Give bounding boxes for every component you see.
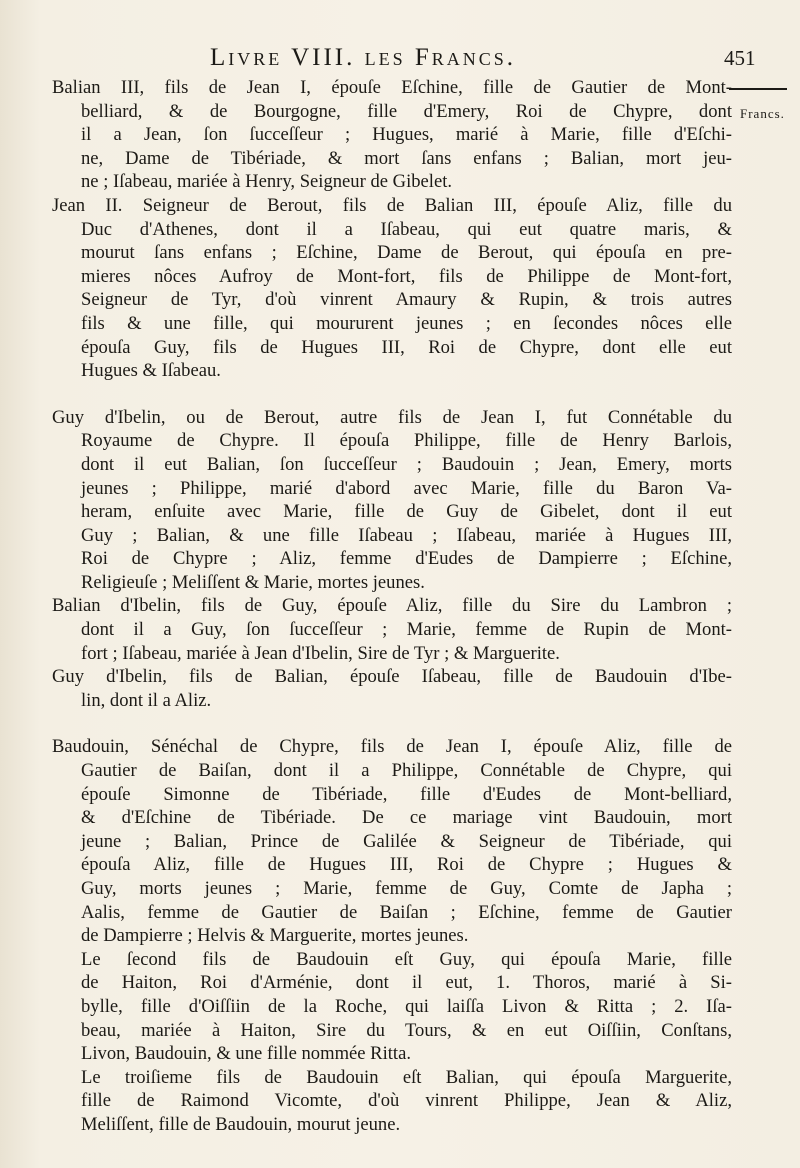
- text-line: jeune ; Balian, Prince de Galilée & Seigneur de Tibériade, qui: [81, 830, 732, 852]
- text-line: Religieuſe ; Meliſſent & Marie, mortes jeunes.: [81, 571, 425, 593]
- text-line: ne, Dame de Tibériade, & mort ſans enfans ; Balian, mort jeu-: [81, 147, 732, 169]
- text-line: lin, dont il a Aliz.: [81, 689, 212, 711]
- text-line: fille de Raimond Vicomte, d'où vinrent Philippe, Jean & Aliz,: [81, 1090, 732, 1112]
- text-line: Hugues & Iſabeau.: [81, 360, 221, 382]
- entry-third-son: [52, 1066, 732, 1137]
- text-line: Livon, Baudouin, & une fille nommée Ritta.: [81, 1043, 411, 1065]
- text-line: bylle, fille d'Oiſſiin de la Roche, qui laiſſa Livon & Ritta ; 2. Iſa-: [81, 995, 732, 1017]
- text-line: & d'Eſchine de Tibériade. De ce mariage vint Baudouin, mort: [81, 807, 732, 829]
- entry-balian-iii: [52, 76, 732, 194]
- entry-guy-d-ibelin: [52, 406, 732, 595]
- text-line: heram, enſuite avec Marie, fille de Guy de Gibelet, dont il eut: [81, 501, 732, 523]
- entry-jean-ii: [52, 194, 732, 383]
- text-line: fort ; Iſabeau, mariée à Jean d'Ibelin, Sire de Tyr ; & Marguerite.: [81, 642, 560, 664]
- text-line: dont il eut Balian, ſon ſucceſſeur ; Baudouin ; Jean, Emery, morts: [81, 453, 732, 475]
- body-text: [52, 76, 732, 1137]
- text-line: de Haiton, Roi d'Arménie, dont il eut, 1. Thoros, marié à Si-: [81, 972, 732, 994]
- text-line: Guy d'Ibelin, fils de Balian, épouſe Iſabeau, fille de Baudouin d'Ibe-: [52, 666, 732, 688]
- running-title: Livre VIII. les Francs.: [210, 44, 517, 71]
- entry-baudouin: [52, 735, 732, 947]
- entry-balian-d-ibelin: [52, 594, 732, 665]
- text-line: fils & une fille, qui moururent jeunes ; en ſecondes nôces elle: [81, 312, 732, 334]
- entry-second-son: [52, 948, 732, 1066]
- margin-note: Francs.: [740, 106, 785, 121]
- page-number: 451: [724, 46, 756, 70]
- text-line: Duc d'Athenes, dont il a Iſabeau, qui eut quatre maris, &: [81, 218, 732, 240]
- text-line: Seigneur de Tyr, d'où vinrent Amaury & Rupin, & trois autres: [81, 289, 732, 311]
- text-line: mieres nôces Aufroy de Mont-fort, fils de Philippe de Mont-fort,: [81, 265, 732, 287]
- text-line: ne ; Iſabeau, mariée à Henry, Seigneur de Gibelet.: [81, 171, 453, 193]
- text-line: Balian d'Ibelin, fils de Guy, épouſe Aliz, fille du Sire du Lambron ;: [52, 595, 732, 617]
- text-line: Jean II. Seigneur de Berout, fils de Balian III, épouſe Aliz, fille du: [52, 194, 732, 216]
- text-line: Le ſecond fils de Baudouin eſt Guy, qui épouſa Marie, fille: [81, 948, 732, 970]
- text-line: il a Jean, ſon ſucceſſeur ; Hugues, marié à Marie, fille d'Eſchi-: [81, 124, 732, 146]
- margin-rule: [729, 88, 787, 90]
- text-line: épouſa Guy, fils de Hugues III, Roi de Chypre, dont elle eut: [81, 336, 732, 358]
- text-line: Aalis, femme de Gautier de Baiſan ; Eſchine, femme de Gautier: [81, 901, 732, 923]
- text-line: Baudouin, Sénéchal de Chypre, fils de Jean I, épouſe Aliz, fille de: [52, 736, 732, 758]
- text-line: épouſe Simonne de Tibériade, fille d'Eudes de Mont-belliard,: [81, 783, 732, 805]
- text-line: dont il a Guy, ſon ſucceſſeur ; Marie, femme de Rupin de Mont-: [81, 619, 732, 641]
- text-line: Royaume de Chypre. Il épouſa Philippe, fille de Henry Barlois,: [81, 430, 732, 452]
- text-line: belliard, & de Bourgogne, fille d'Emery, Roi de Chypre, dont: [81, 100, 732, 122]
- text-line: Roi de Chypre ; Aliz, femme d'Eudes de Dampierre ; Eſchine,: [81, 548, 732, 570]
- paragraph-gap: [52, 712, 732, 735]
- text-line: épouſa Aliz, fille de Hugues III, Roi de Chypre ; Hugues &: [81, 854, 732, 876]
- entry-guy-d-ibelin-2: [52, 665, 732, 712]
- text-line: Balian III, fils de Jean I, épouſe Eſchine, fille de Gautier de Mont-: [52, 77, 732, 98]
- text-line: Le troiſieme fils de Baudouin eſt Balian, qui épouſa Marguerite,: [81, 1066, 732, 1088]
- running-header: [0, 44, 800, 74]
- text-line: beau, mariée à Haiton, Sire du Tours, & en eut Oiſſiin, Conſtans,: [81, 1019, 732, 1041]
- text-line: jeunes ; Philippe, marié d'abord avec Marie, fille du Baron Va-: [81, 477, 732, 499]
- paragraph-gap: [52, 383, 732, 406]
- text-line: Guy d'Ibelin, ou de Berout, autre fils de Jean I, fut Connétable du: [52, 406, 732, 428]
- text-line: Guy, morts jeunes ; Marie, femme de Guy, Comte de Japha ;: [81, 878, 732, 899]
- text-line: Guy ; Balian, & une fille Iſabeau ; Iſabeau, mariée à Hugues III,: [81, 524, 732, 546]
- text-line: Meliſſent, fille de Baudouin, mourut jeune.: [81, 1113, 401, 1135]
- text-line: de Dampierre ; Helvis & Marguerite, mortes jeunes.: [81, 925, 469, 947]
- text-line: Gautier de Baiſan, dont il a Philippe, Connétable de Chypre, qui: [81, 760, 732, 782]
- text-line: mourut ſans enfans ; Eſchine, Dame de Berout, qui épouſa en pre-: [81, 242, 732, 264]
